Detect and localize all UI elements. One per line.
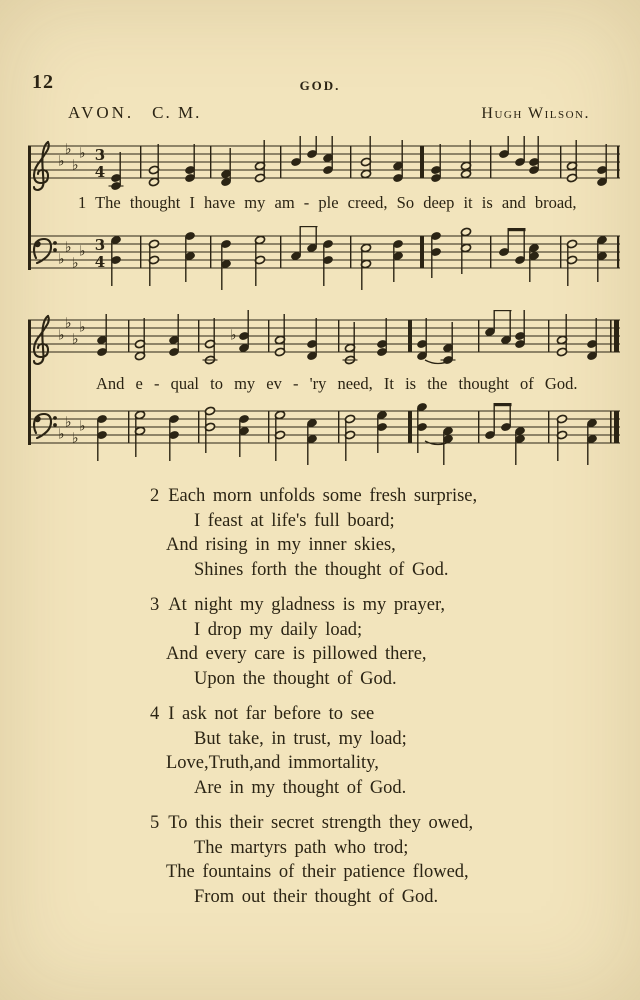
- treble-clef-icon: [34, 142, 49, 190]
- verse-line: Shines forth the thought of God.: [194, 559, 449, 580]
- treble-clef-icon: [34, 316, 49, 364]
- staff-system1-bass: [28, 226, 620, 290]
- staff-system2-bass: [28, 401, 620, 465]
- flat-icon: ♭: [72, 157, 79, 174]
- page-number: 12: [32, 71, 54, 93]
- verse-line: I feast at life's full board;: [194, 510, 395, 531]
- svg-text:3: 3: [94, 146, 106, 164]
- lyric-line-2: And e - qual to my ev - 'ry need, It is the thought of God.: [96, 374, 578, 393]
- verse-line: Are in my thought of God.: [194, 777, 407, 798]
- flat-icon: ♭: [58, 153, 65, 170]
- verse-line: The martyrs path who trod;: [194, 837, 409, 858]
- bass-clef-icon: [34, 414, 57, 438]
- flat-icon: ♭: [65, 315, 72, 332]
- running-head: GOD.: [299, 78, 341, 93]
- svg-text:3: 3: [94, 236, 106, 254]
- verse-line: Upon the thought of God.: [194, 668, 397, 689]
- verse: [150, 702, 570, 800]
- hymn-meter: C. M.: [152, 103, 202, 122]
- flat-icon: ♭: [58, 426, 65, 443]
- verse-line: But take, in trust, my load;: [194, 728, 407, 749]
- flat-icon: ♭: [65, 141, 72, 158]
- verse-number: 3: [150, 595, 160, 615]
- flat-icon: ♭: [79, 418, 86, 435]
- verse: [150, 484, 570, 582]
- flat-icon: ♭: [58, 251, 65, 268]
- lyric-line-1: 1 The thought I have my am - ple creed, So deep it is and broad,: [78, 193, 577, 212]
- bass-clef-icon: [34, 239, 57, 263]
- verse: [150, 811, 570, 909]
- verse-line: 4 I ask not far before to see: [150, 704, 375, 724]
- verse-line: Love,Truth,and immortality,: [166, 753, 379, 773]
- verse-number: 4: [150, 704, 160, 724]
- staff-system2-treble: [28, 310, 620, 374]
- flat-icon: ♭: [230, 327, 237, 344]
- flat-icon: ♭: [58, 327, 65, 344]
- flat-icon: ♭: [65, 239, 72, 256]
- verse-line: And rising in my inner skies,: [166, 535, 396, 555]
- svg-text:4: 4: [94, 253, 106, 271]
- verse-number: 2: [150, 486, 160, 506]
- verse-line: 2 Each morn unfolds some fresh surprise,: [150, 486, 478, 506]
- flat-icon: ♭: [79, 145, 86, 162]
- verse-line: And every care is pillowed there,: [166, 644, 427, 664]
- flat-icon: ♭: [72, 255, 79, 272]
- staff-system1-treble: [28, 136, 620, 200]
- flat-icon: ♭: [79, 243, 86, 260]
- verse-line: I drop my daily load;: [194, 619, 363, 640]
- verse-number: 5: [150, 813, 160, 833]
- hymn-title: AVON.: [68, 103, 135, 122]
- verses: [150, 484, 570, 920]
- hymn-title-group: [68, 103, 201, 123]
- flat-icon: ♭: [79, 319, 86, 336]
- verse-line: 5 To this their secret strength they owed,: [150, 813, 474, 833]
- flat-icon: ♭: [72, 331, 79, 348]
- verse-line: From out their thought of God.: [194, 886, 439, 907]
- flat-icon: ♭: [65, 414, 72, 431]
- svg-text:4: 4: [94, 163, 106, 181]
- verse: [150, 593, 570, 691]
- verse-line: The fountains of their patience flowed,: [166, 862, 469, 882]
- title-row: [68, 103, 590, 123]
- composer-name: Hugh Wilson.: [481, 105, 590, 122]
- verse-line: 3 At night my gladness is my prayer,: [150, 595, 445, 615]
- flat-icon: ♭: [72, 430, 79, 447]
